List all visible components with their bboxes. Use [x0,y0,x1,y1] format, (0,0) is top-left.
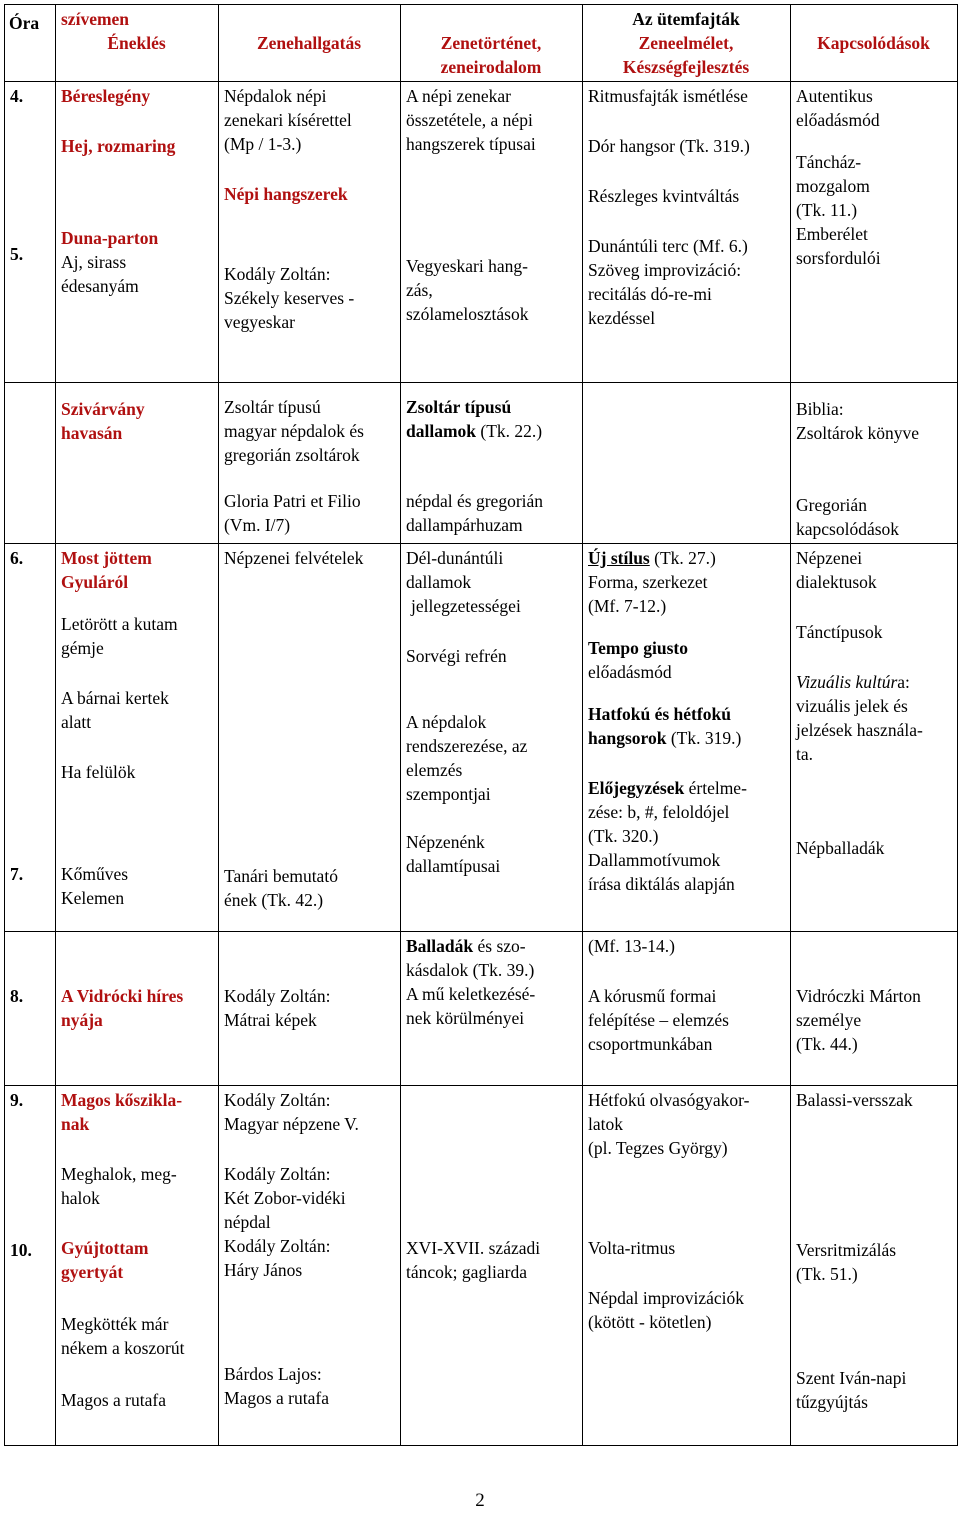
conn-mozgalom: mozgalom [796,176,870,196]
conn-vizualis-jelek: vizuális jelek és [796,696,908,716]
hist-dallamparhuzam: dallampárhuzam [406,515,523,535]
theory-kezdessel: kezdéssel [588,308,656,328]
listen-vegyeskar: vegyeskar [224,312,295,332]
conn-vidroczki: Vidróczki Márton [796,986,921,1006]
conn-versritmizalas-ref: (Tk. 51.) [796,1264,858,1284]
listen-zsoltar-tipusu: Zsoltár típusú [224,397,321,417]
conn-kapcsolodasok: kapcsolódások [796,519,900,539]
row-lesson-8 [5,932,958,1086]
cell-listening-6-7 [219,544,401,932]
theory-volta: Volta-ritmus [588,1238,676,1258]
cell-num-4-5 [5,82,56,383]
theory-diktalas: írása diktálás alapján [588,874,735,894]
conn-jelzesek: jelzések használa- [796,720,923,740]
theory-elojegyzes-ref: (Tk. 320.) [588,826,659,846]
listen-tanari-ref: ének (Tk. 42.) [224,890,324,910]
song-bereslegeny: Béreslegény [61,86,151,106]
cell-listening-9-10 [219,1086,401,1446]
conn-balassi: Balassi-versszak [796,1090,913,1110]
listen-nepi-hangszerek: Népi hangszerek [224,184,348,204]
row-lessons-4-5 [5,82,958,383]
hist-nepdal-gregorian: népdal és gregorián [406,491,544,511]
cell-num-psalm [5,383,56,544]
song-gyujtottam: Gyújtottam [61,1238,149,1258]
hist-xvi-xvii: XVI-XVII. századi [406,1238,541,1258]
header-singing [56,5,219,82]
theory-hatfoku: Hatfokú és hétfokú [588,704,731,724]
listen-kodaly-matrai: Kodály Zoltán: [224,986,331,1006]
conn-zsoltarok-konyve: Zsoltárok könyve [796,423,919,443]
listen-gregorian-zsoltarok: gregorián zsoltárok [224,445,360,465]
song-megkottek: Megkötték már [61,1314,169,1334]
cell-listening-8 [219,932,401,1086]
header-history [401,5,583,82]
song-koszorut: nékem a koszorút [61,1338,185,1358]
theory-dallammotivumok: Dallammotívumok [588,850,721,870]
hist-korulmenyei: nek körülményei [406,1008,525,1028]
cell-songs-8 [56,932,219,1086]
cell-history-psalm [401,383,583,544]
hist-balladak: Balladák [406,936,474,956]
song-aj-sirass: Aj, sirass [61,252,127,272]
hist-nepzenenk: Népzenénk [406,832,485,852]
cell-history-9-10 [401,1086,583,1446]
cell-history-8 [401,932,583,1086]
hist-szo: és szo- [473,936,526,956]
header-listening-label: Zenehallgatás [256,33,362,53]
conn-vidroczki-ref: (Tk. 44.) [796,1034,858,1054]
cell-theory-4-5 [583,82,791,383]
conn-dialektusok: dialektusok [796,572,877,592]
hist-mu-keletkezese: A mű keletkezésé- [406,984,536,1004]
theory-elojegyzesek: Előjegyzések [588,778,685,798]
song-havasan: havasán [61,423,123,443]
listen-hary-janos: Háry János [224,1260,303,1280]
conn-vizualis-kultura: Vizuális kultúr [796,672,898,692]
cell-songs-6-7 [56,544,219,932]
cell-theory-9-10 [583,1086,791,1446]
cell-listening-4-5 [219,82,401,383]
conn-nepballadak: Népballadák [796,838,885,858]
listen-nepdalok-2: zenekari kísérettel [224,110,352,130]
song-magos-rutafa: Magos a rutafa [61,1390,166,1410]
song-magos-koszikla: Magos kőszikla- [61,1090,183,1110]
cell-songs-9-10 [56,1086,219,1446]
song-alatt: alatt [61,712,92,732]
lesson-number-6: 6. [10,548,24,568]
header-ora-label: Óra [9,13,40,33]
listen-gloria-patri: Gloria Patri et Filio [224,491,361,511]
conn-tanchaz: Táncház- [796,152,862,172]
header-singing-label: Éneklés [107,33,166,53]
hist-zsoltar-tipusu: Zsoltár típusú [406,397,512,417]
listen-gloria-ref: (Vm. I/7) [224,515,291,535]
row-lessons-9-10 [5,1086,958,1446]
theory-tegzes: (pl. Tegzes György) [588,1138,728,1158]
hist-gagliarda: táncok; gagliarda [406,1262,527,1282]
header-connections [791,5,958,82]
theory-latok: latok [588,1114,623,1134]
song-hej-rozmaring: Hej, rozmaring [61,136,176,156]
header-connections-label: Kapcsolódások [817,33,930,53]
lesson-number-4: 4. [10,86,24,106]
header-row [5,5,958,82]
theory-mf-ref: (Mf. 13-14.) [588,936,675,956]
song-gyularol: Gyuláról [61,572,129,592]
header-literature-label: zeneirodalom [440,57,542,77]
conn-versritmizalas: Versritmizálás [796,1240,897,1260]
header-theory [583,5,791,82]
song-most-jottem: Most jöttem [61,548,152,568]
hist-kasdalok: kásdalok (Tk. 39.) [406,960,535,980]
header-szivemen: szívemen [61,9,130,29]
hist-del-dunantuli: Dél-dunántúli [406,548,504,568]
listen-magyar-nepzene: Magyar népzene V. [224,1114,359,1134]
theory-korusmu: A kórusmű formai [588,986,717,1006]
cell-connections-4-5 [791,82,958,383]
conn-biblia: Biblia: [796,399,844,419]
listen-tanari-bemutato: Tanári bemutató [224,866,338,886]
hist-nepi-zenekar-2: összetétele, a népi [406,110,533,130]
conn-vizualis-suffix: a: [897,672,910,692]
song-gyertyat: gyertyát [61,1262,124,1282]
hist-vegyeskari-2: zás, [406,280,433,300]
lesson-number-5: 5. [10,244,24,264]
theory-hangsorok: hangsorok [588,728,667,748]
cell-connections-psalm [791,383,958,544]
theory-uj-stilus-ref: (Tk. 27.) [649,548,716,568]
song-meghalok: Meghalok, meg- [61,1164,177,1184]
hist-dallamok-67: dallamok [406,572,472,592]
theory-dor-hangsor: Dór hangsor (Tk. 319.) [588,136,750,156]
conn-emberelet: Emberélet [796,224,868,244]
cell-num-9-10 [5,1086,56,1446]
cell-theory-psalm [583,383,791,544]
hist-szolamelosztasok: szólamelosztások [406,304,529,324]
row-lessons-6-7 [5,544,958,932]
header-listening [219,5,401,82]
theory-kotott: (kötött - kötetlen) [588,1312,712,1332]
theory-uj-stilus: Új stílus [588,548,650,568]
song-vidrocki: A Vidrócki híres [61,986,184,1006]
lesson-number-8: 8. [10,986,24,1006]
listen-bardos: Bárdos Lajos: [224,1364,322,1384]
theory-dunantuli-terc: Dunántúli terc (Mf. 6.) [588,236,748,256]
lesson-number-9: 9. [10,1090,24,1110]
song-nyaja: nyája [61,1010,103,1030]
cell-songs-4-5 [56,82,219,383]
theory-forma: Forma, szerkezet [588,572,708,592]
song-edesanyam: édesanyám [61,276,139,296]
header-theory-label: Zeneelmélet, [638,33,734,53]
conn-tanctipusok: Tánctípusok [796,622,883,642]
conn-ta: ta. [796,744,814,764]
conn-gregorian: Gregorián [796,495,867,515]
listen-kodaly-hary: Kodály Zoltán: [224,1236,331,1256]
conn-szent-ivan: Szent Iván-napi [796,1368,907,1388]
theory-forma-ref: (Mf. 7-12.) [588,596,667,616]
lesson-number-7: 7. [10,864,24,884]
listen-zobor-videki: Két Zobor-vidéki [224,1188,346,1208]
theory-feloldojel: zése: b, #, feloldójel [588,802,730,822]
theory-felepitese: felépítése – elemzés [588,1010,729,1030]
theory-nepdal-improvizacio: Népdal improvizációk [588,1288,744,1308]
conn-eloadasmod: előadásmód [796,110,880,130]
listen-magyar-nepdalok: magyar népdalok és [224,421,364,441]
conn-tanchaz-ref: (Tk. 11.) [796,200,858,220]
theory-tempo-giusto: Tempo giusto [588,638,689,658]
hist-jellegzetessegei: jellegzetességei [411,596,521,616]
conn-autentikus: Autentikus [796,86,873,106]
song-halok: halok [61,1188,100,1208]
theory-hetfoku-olvaso: Hétfokú olvasógyakor- [588,1090,750,1110]
cell-theory-6-7 [583,544,791,932]
song-szivarvany: Szivárvány [61,399,145,419]
header-skills-label: Készségfejlesztés [622,57,750,77]
cell-history-4-5 [401,82,583,383]
hist-nepi-zenekar-3: hangszerek típusai [406,134,536,154]
curriculum-table [4,4,958,1446]
conn-nepzenei: Népzenei [796,548,863,568]
listen-kodaly-zobor: Kodály Zoltán: [224,1164,331,1184]
hist-dallamok-ref: (Tk. 22.) [476,421,543,441]
theory-szoveg-improvizacio: Szöveg improvizáció: [588,260,742,280]
song-komuves: Kőműves [61,864,129,884]
listen-szekely-keserves: Székely keserves - [224,288,355,308]
cell-num-8 [5,932,56,1086]
cell-theory-8 [583,932,791,1086]
cell-connections-9-10 [791,1086,958,1446]
header-ora [5,5,56,82]
song-letorott: Letörött a kutam [61,614,178,634]
cell-connections-8 [791,932,958,1086]
hist-szempontjai: szempontjai [406,784,491,804]
listen-bardos-rutafa: Magos a rutafa [224,1388,329,1408]
theory-recitalas: recitálás dó-re-mi [588,284,712,304]
cell-num-6-7 [5,544,56,932]
hist-rendszerezese: rendszerezése, az [406,736,528,756]
conn-tuzgyujtas: tűzgyújtás [796,1392,868,1412]
song-duna-parton: Duna-parton [61,228,159,248]
conn-szemelye: személye [796,1010,862,1030]
conn-sorsforduloi: sorsfordulói [796,248,881,268]
hist-vegyeskari: Vegyeskari hang- [406,256,528,276]
theory-ritmusfajtak: Ritmusfajták ismétlése [588,86,748,106]
song-ha-felulok: Ha felülök [61,762,136,782]
listen-kodaly-magyar: Kodály Zoltán: [224,1090,331,1110]
listen-nepzenei-felvetelek: Népzenei felvételek [224,548,364,568]
theory-tempo-eloadasmod: előadásmód [588,662,672,682]
hist-nepi-zenekar: A népi zenekar [406,86,511,106]
song-gemje: gémje [61,638,104,658]
header-history-label: Zenetörténet, [440,33,542,53]
listen-kodaly-szekely: Kodály Zoltán: [224,264,331,284]
theory-hangsorok-ref: (Tk. 319.) [666,728,742,748]
hist-dallamtipusai: dallamtípusai [406,856,501,876]
song-kelemen: Kelemen [61,888,125,908]
listen-matrai-kepek: Mátrai képek [224,1010,317,1030]
hist-sorvegi-refren: Sorvégi refrén [406,646,507,666]
theory-ertelme: értelme- [684,778,747,798]
hist-nepdalok-rendszerezese: A népdalok [406,712,487,732]
theory-csoportmunka: csoportmunkában [588,1034,713,1054]
song-nak: nak [61,1114,90,1134]
listen-nepdal: népdal [224,1212,271,1232]
cell-connections-6-7 [791,544,958,932]
lesson-number-10: 10. [10,1240,32,1260]
page-number: 2 [475,1490,485,1511]
listen-nepdalok: Népdalok népi [224,86,327,106]
song-barnai-kertek: A bárnai kertek [61,688,169,708]
cell-listening-psalm [219,383,401,544]
cell-songs-psalm [56,383,219,544]
header-measure-label: Az ütemfajták [632,9,740,29]
listen-nepdalok-ref: (Mp / 1-3.) [224,134,302,154]
theory-kvintvaltas: Részleges kvintváltás [588,186,740,206]
hist-elemzes: elemzés [406,760,463,780]
hist-dallamok: dallamok [406,421,477,441]
row-psalm [5,383,958,544]
cell-history-6-7 [401,544,583,932]
